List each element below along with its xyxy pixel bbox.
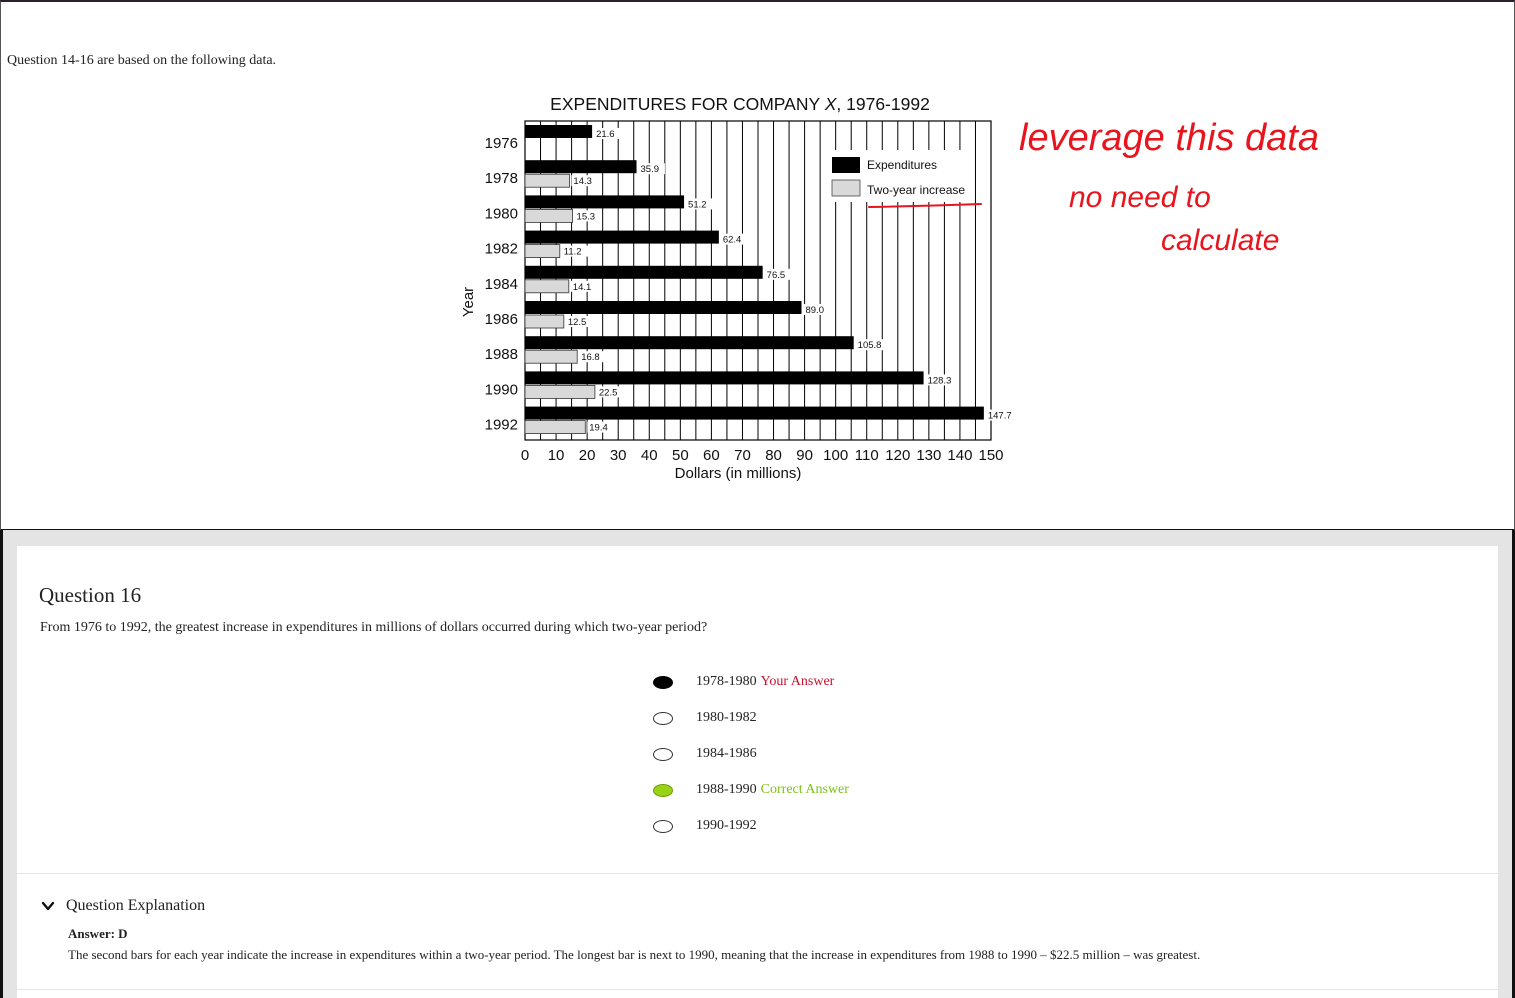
bar-increase-1978 [525,174,569,187]
legend-swatch-expenditures [832,157,860,173]
data-label-expenditure-1990: 128.3 [927,375,952,387]
data-label-increase-1990: 22.5 [598,387,618,399]
x-tick-100: 100 [823,447,849,464]
question-card [17,546,1498,998]
y-axis-label: Year [460,286,477,318]
radio-selected-icon[interactable] [653,676,673,689]
data-label-increase-1978: 14.3 [573,176,592,188]
legend-expenditures: Expenditures [867,158,938,172]
data-label-expenditure-1980: 51.2 [688,199,707,211]
expenditures-chart [1,2,1514,529]
x-tick-90: 90 [796,447,813,464]
bar-expenditure-1986 [525,301,801,314]
chart-title: EXPENDITURES FOR COMPANY X, 1976-1992 [550,94,930,114]
x-tick-40: 40 [640,447,658,464]
x-axis-label: Dollars (in millions) [674,465,802,482]
correct-answer-tag: Correct Answer [760,782,849,797]
x-tick-30: 30 [609,447,627,464]
legend-swatch-increase [832,180,860,196]
x-tick-10: 10 [547,447,565,464]
data-label-increase-1986: 12.5 [567,317,587,328]
data-label-increase-1992: 19.4 [589,422,608,434]
explanation-toggle[interactable] [41,897,205,915]
option-label: 1988-1990 [696,782,757,797]
chevron-down-icon [41,899,55,913]
x-tick-50: 50 [671,447,689,464]
y-tick-1992: 1992 [484,416,518,434]
bar-expenditure-1982 [525,231,719,244]
explanation-text: The second bars for each year indicate the increase in expenditures within a two-year period. The longest bar is next to 1990, meaning that the increase in expenditures from 1988 to 1990 – $22.5 million – was greatest. [68,947,1201,962]
option-e[interactable] [653,816,757,836]
radio-icon[interactable] [653,820,673,833]
intro-text: Question 14-16 are based on the following data. [7,53,277,68]
x-tick-0: 0 [520,447,530,464]
bar-expenditure-1992 [525,407,984,420]
bar-expenditure-1990 [525,371,924,384]
option-label: 1990-1992 [696,818,757,833]
your-answer-tag: Your Answer [760,674,835,689]
radio-correct-icon[interactable] [653,784,673,797]
x-tick-150: 150 [978,447,1004,464]
data-label-expenditure-1982: 62.4 [722,234,742,246]
option-label: 1980-1982 [696,710,757,725]
y-tick-1990: 1990 [484,381,518,399]
x-tick-130: 130 [916,447,942,464]
data-label-expenditure-1992: 147.7 [987,410,1012,422]
annotation-line-2: no need to [1069,181,1211,214]
y-tick-1984: 1984 [484,275,518,293]
x-tick-110: 110 [854,447,879,464]
legend [825,150,973,202]
bar-expenditure-1976 [525,125,592,138]
answer-label: Answer: D [68,926,128,941]
divider [17,873,1498,874]
y-tick-1986: 1986 [484,311,518,328]
bar-increase-1980 [525,209,573,222]
y-tick-1978: 1978 [484,170,518,188]
y-tick-1982: 1982 [484,240,518,258]
x-tick-60: 60 [703,447,720,464]
data-label-increase-1984: 14.1 [572,281,592,293]
radio-icon[interactable] [653,712,673,725]
y-tick-labels [485,135,518,434]
data-label-expenditure-1986: 89.0 [805,305,824,316]
option-label: 1978-1980 [696,674,757,689]
bar-expenditure-1978 [525,160,637,173]
divider [17,989,1498,990]
y-tick-1980: 1980 [484,205,518,223]
x-tick-80: 80 [765,447,782,464]
data-label-expenditure-1976: 21.6 [596,129,615,140]
option-b[interactable] [653,708,757,728]
data-label-expenditure-1988: 105.8 [857,340,882,352]
y-tick-1988: 1988 [484,346,518,364]
x-tick-120: 120 [885,447,911,464]
bar-increase-1990 [525,385,595,398]
bar-increase-1982 [525,245,560,258]
x-tick-labels [521,447,1004,464]
bar-expenditure-1980 [525,195,684,208]
annotation-line-3: calculate [1161,224,1280,257]
explanation-toggle-label: Question Explanation [66,897,206,914]
data-label-increase-1982: 11.2 [563,246,582,258]
data-label-increase-1980: 15.3 [576,211,596,223]
option-label: 1984-1986 [696,746,757,761]
bar-increase-1984 [525,280,569,293]
option-a[interactable] [653,672,834,692]
question-panel [0,530,1515,998]
bar-increase-1986 [525,315,564,328]
y-tick-1976: 1976 [484,135,518,152]
option-c[interactable] [653,744,757,764]
radio-icon[interactable] [653,748,673,761]
data-label-increase-1988: 16.8 [581,352,600,364]
data-label-expenditure-1984: 76.5 [766,269,786,281]
data-label-expenditure-1978: 35.9 [640,164,660,176]
x-tick-20: 20 [578,447,596,464]
option-d[interactable] [653,780,849,800]
legend-two-year-increase: Two-year increase [867,183,966,197]
annotation-underline [869,204,981,207]
bar-increase-1992 [525,421,585,434]
bar-increase-1988 [525,350,577,363]
bar-expenditure-1988 [525,336,854,349]
x-tick-140: 140 [947,447,973,464]
question-text: From 1976 to 1992, the greatest increase in expenditures in millions of dollars occurred during which two-year period? [40,620,708,635]
bar-expenditure-1984 [525,266,763,279]
annotation-line-1: leverage this data [1019,117,1319,159]
question-title: Question 16 [39,583,142,607]
x-tick-70: 70 [734,447,751,464]
